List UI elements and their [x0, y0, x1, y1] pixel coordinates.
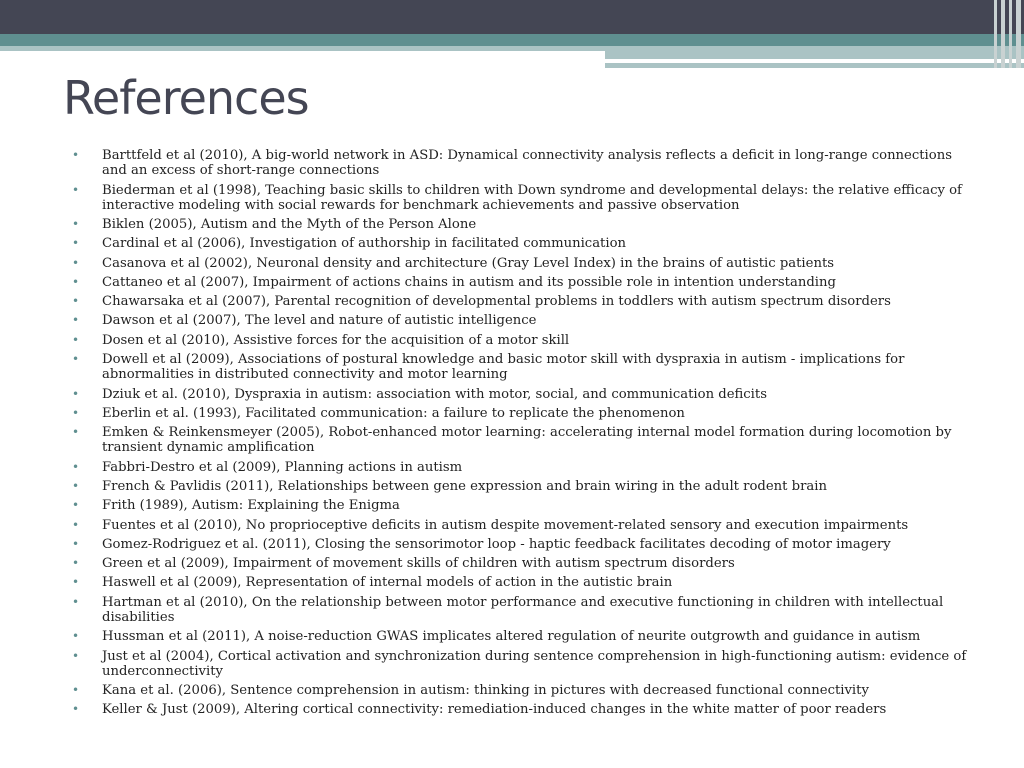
reference-item	[72, 352, 970, 382]
reference-item	[72, 236, 970, 251]
bullet-icon: •	[72, 459, 80, 474]
bullet-icon: •	[72, 478, 80, 493]
reference-text: Fabbri-Destro et al (2009), Planning actions in autism	[102, 459, 463, 475]
accent-band	[0, 34, 1024, 46]
accent-band-light-lower	[605, 63, 1024, 68]
slide-title: References	[63, 71, 309, 125]
reference-item	[72, 556, 970, 571]
reference-item	[72, 479, 970, 494]
reference-item	[72, 275, 970, 290]
reference-text: Biederman et al (1998), Teaching basic skills to children with Down syndrome and developmental delays: the relative efficacy of interactive modeling with social rewards for benchmark achievements and passive observation	[102, 182, 962, 213]
bullet-icon: •	[72, 182, 80, 197]
bullet-icon: •	[72, 702, 80, 717]
reference-item	[72, 575, 970, 590]
decorative-stripes	[992, 0, 1024, 68]
bullet-icon: •	[72, 425, 80, 440]
reference-text: Barttfeld et al (2010), A big-world network in ASD: Dynamical connectivity analysis reflects a deficit in long-range connections and an excess of short-range connections	[102, 148, 952, 179]
reference-text: Dowell et al (2009), Associations of postural knowledge and basic motor skill with dyspraxia in autism - implications for abnormalities in distributed connectivity and motor learning	[102, 352, 905, 383]
reference-item	[72, 498, 970, 513]
reference-item	[72, 294, 970, 309]
bullet-icon: •	[72, 405, 80, 420]
reference-item	[72, 256, 970, 271]
header-band	[0, 0, 1024, 34]
reference-item	[72, 333, 970, 348]
reference-item	[72, 537, 970, 552]
reference-item	[72, 406, 970, 421]
reference-item	[72, 313, 970, 328]
reference-text: Cardinal et al (2006), Investigation of authorship in facilitated communication	[102, 236, 627, 252]
reference-item	[72, 217, 970, 232]
reference-text: Frith (1989), Autism: Explaining the Enigma	[102, 498, 400, 514]
reference-text: Eberlin et al. (1993), Facilitated communication: a failure to replicate the phenomenon	[102, 405, 685, 421]
bullet-icon: •	[72, 294, 80, 309]
reference-text: Keller & Just (2009), Altering cortical connectivity: remediation-induced changes in the white matter of poor readers	[102, 702, 887, 718]
reference-text: Casanova et al (2002), Neuronal density and architecture (Gray Level Index) in the brains of autistic patients	[102, 255, 835, 271]
reference-item	[72, 649, 970, 679]
reference-item	[72, 595, 970, 625]
bullet-icon: •	[72, 556, 80, 571]
reference-item	[72, 183, 970, 213]
reference-item	[72, 629, 970, 644]
reference-text: French & Pavlidis (2011), Relationships between gene expression and brain wiring in the adult rodent brain	[102, 478, 827, 494]
bullet-icon: •	[72, 255, 80, 270]
reference-text: Haswell et al (2009), Representation of internal models of action in the autistic brain	[102, 575, 673, 591]
bullet-icon: •	[72, 386, 80, 401]
reference-text: Just et al (2004), Cortical activation and synchronization during sentence comprehension in high-functioning autism: evidence of underconnectivity	[102, 648, 967, 679]
reference-text: Emken & Reinkensmeyer (2005), Robot-enhanced motor learning: accelerating internal model formation during locomotion by transient dynamic amplification	[102, 425, 952, 456]
bullet-icon: •	[72, 217, 80, 231]
reference-item	[72, 702, 970, 717]
bullet-icon: •	[72, 498, 80, 513]
accent-band-light-right	[605, 51, 1024, 59]
bullet-icon: •	[72, 594, 80, 609]
reference-text: Cattaneo et al (2007), Impairment of actions chains in autism and its possible role in intention understanding	[102, 274, 836, 290]
bullet-icon: •	[72, 332, 80, 347]
reference-text: Hussman et al (2011), A noise-reduction GWAS implicates altered regulation of neurite outgrowth and guidance in autism	[102, 629, 921, 645]
reference-list	[72, 148, 970, 722]
reference-text: Dziuk et al. (2010), Dyspraxia in autism: association with motor, social, and communication deficits	[102, 386, 767, 402]
reference-text: Fuentes et al (2010), No proprioceptive deficits in autism despite movement-related sensory and execution impairments	[102, 517, 909, 533]
reference-text: Biklen (2005), Autism and the Myth of the Person Alone	[102, 217, 477, 232]
reference-text: Dawson et al (2007), The level and nature of autistic intelligence	[102, 313, 537, 329]
reference-text: Dosen et al (2010), Assistive forces for the acquisition of a motor skill	[102, 332, 570, 348]
bullet-icon: •	[72, 313, 80, 328]
bullet-icon: •	[72, 648, 80, 663]
reference-item	[72, 425, 970, 455]
bullet-icon: •	[72, 629, 80, 644]
bullet-icon: •	[72, 236, 80, 251]
reference-item	[72, 683, 970, 698]
bullet-icon: •	[72, 274, 80, 289]
reference-item	[72, 387, 970, 402]
reference-text: Chawarsaka et al (2007), Parental recognition of developmental problems in toddlers with autism spectrum disorders	[102, 294, 891, 310]
bullet-icon: •	[72, 517, 80, 532]
reference-text: Hartman et al (2010), On the relationship between motor performance and executive functioning in children with intellectual disabilities	[102, 594, 944, 625]
bullet-icon: •	[72, 683, 80, 698]
reference-item	[72, 460, 970, 475]
bullet-icon: •	[72, 352, 80, 367]
bullet-icon: •	[72, 536, 80, 551]
reference-text: Gomez-Rodriguez et al. (2011), Closing the sensorimotor loop - haptic feedback facilitates decoding of motor imagery	[102, 536, 891, 552]
bullet-icon: •	[72, 575, 80, 590]
reference-text: Green et al (2009), Impairment of movement skills of children with autism spectrum disorders	[102, 556, 735, 572]
reference-item	[72, 148, 970, 178]
reference-item	[72, 518, 970, 533]
bullet-icon: •	[72, 148, 80, 162]
reference-text: Kana et al. (2006), Sentence comprehension in autism: thinking in pictures with decreased functional connectivity	[102, 683, 869, 699]
